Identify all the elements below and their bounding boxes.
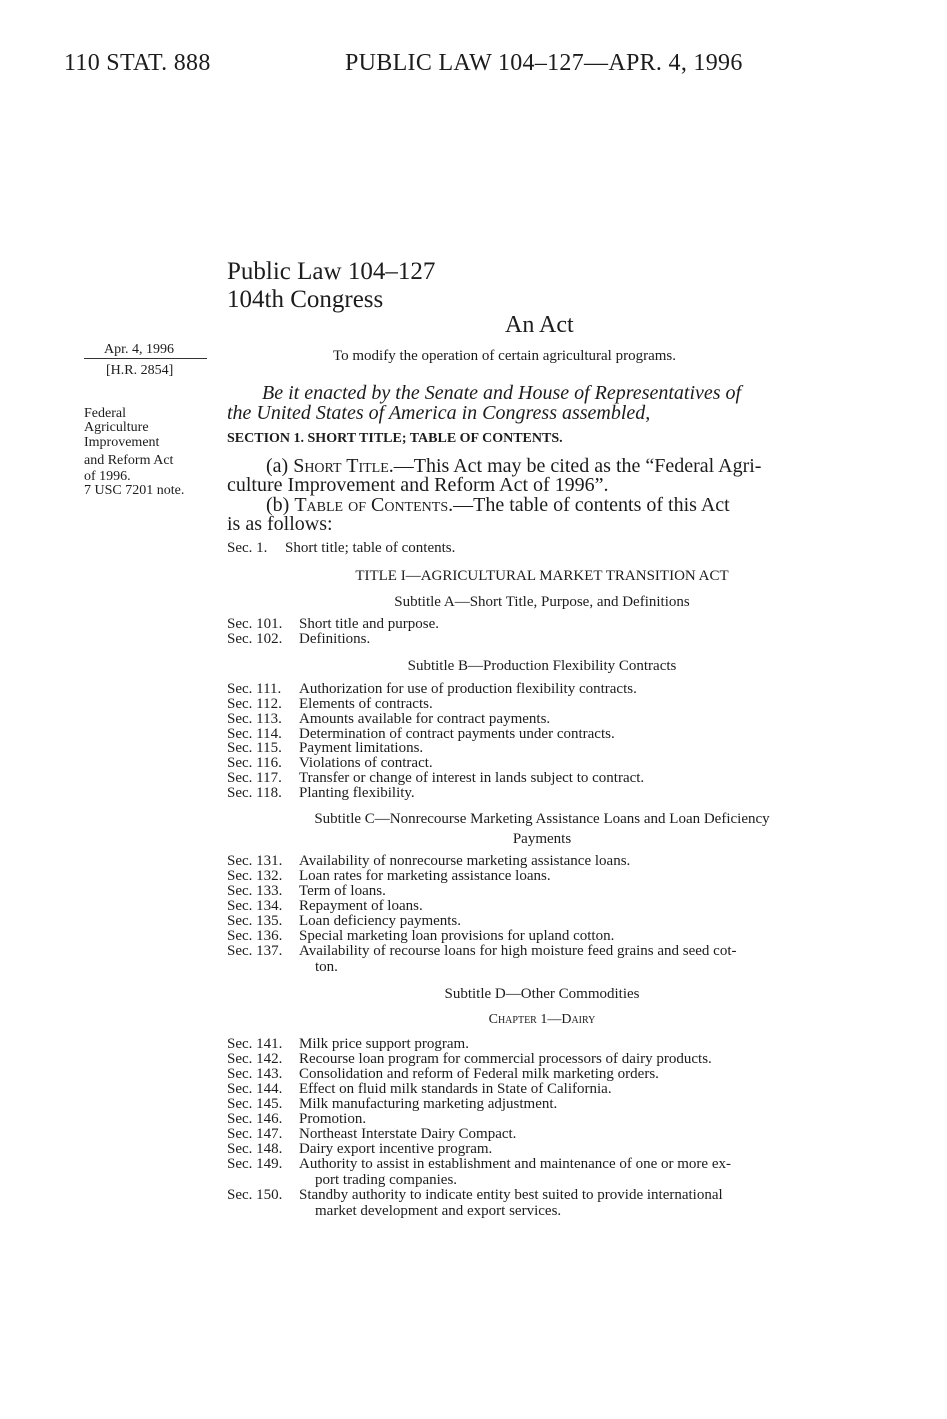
- para-text: .—The table of contents of this Act: [448, 494, 730, 516]
- toc-entry: Sec. 149. Authority to assist in establishment and maintenance of one or more ex-: [227, 1156, 731, 1172]
- sidenote-line: of 1996.: [84, 469, 131, 484]
- toc-entry: Sec. 113. Amounts available for contract payments.: [227, 711, 551, 727]
- toc-title-heading: TITLE I—AGRICULTURAL MARKET TRANSITION ACT: [355, 568, 729, 584]
- toc-entry-cont: port trading companies.: [315, 1172, 458, 1188]
- section-heading: SECTION 1. SHORT TITLE; TABLE OF CONTENTS.: [227, 431, 563, 446]
- congress-number: 104th Congress: [227, 286, 384, 313]
- toc-entry: Sec. 144. Effect on fluid milk standards in State of California.: [227, 1081, 612, 1097]
- para-lead: (b): [266, 494, 295, 516]
- para-subhead: Short Title: [293, 455, 389, 477]
- toc-entry: Sec. 150. Standby authority to indicate entity best suited to provide international: [227, 1187, 723, 1203]
- toc-entry: Sec. 118. Planting flexibility.: [227, 785, 415, 801]
- sidenote-usc: 7 USC 7201 note.: [84, 483, 185, 498]
- sidenote-date: Apr. 4, 1996: [104, 342, 174, 357]
- toc-entry: Sec. 1. Short title; table of contents.: [227, 540, 456, 556]
- toc-entry: Sec. 136. Special marketing loan provisions for upland cotton.: [227, 928, 615, 944]
- toc-entry: Sec. 148. Dairy export incentive program.: [227, 1141, 493, 1157]
- sidenote-line: Agriculture: [84, 420, 149, 435]
- toc-entry: Sec. 145. Milk manufacturing marketing adjustment.: [227, 1096, 558, 1112]
- toc-entry: Sec. 146. Promotion.: [227, 1111, 367, 1127]
- toc-subtitle-heading: Subtitle B—Production Flexibility Contracts: [407, 658, 677, 674]
- toc-subtitle-heading: Subtitle A—Short Title, Purpose, and Definitions: [394, 594, 690, 610]
- running-head: PUBLIC LAW 104–127—APR. 4, 1996: [345, 50, 743, 76]
- toc-entry: Sec. 142. Recourse loan program for commercial processors of dairy products.: [227, 1051, 712, 1067]
- toc-entry: Sec. 147. Northeast Interstate Dairy Compact.: [227, 1126, 517, 1142]
- toc-entry: Sec. 115. Payment limitations.: [227, 740, 424, 756]
- toc-entry: Sec. 133. Term of loans.: [227, 883, 386, 899]
- toc-entry-cont: market development and export services.: [315, 1203, 562, 1219]
- sidenote-line: Improvement: [84, 435, 160, 450]
- paragraph-b-cont: is as follows:: [227, 513, 333, 535]
- toc-entry: Sec. 141. Milk price support program.: [227, 1036, 469, 1052]
- toc-entry: Sec. 135. Loan deficiency payments.: [227, 913, 462, 929]
- toc-entry: Sec. 132. Loan rates for marketing assistance loans.: [227, 868, 551, 884]
- toc-entry: Sec. 134. Repayment of loans.: [227, 898, 423, 914]
- toc-entry: Sec. 137. Availability of recourse loans for high moisture feed grains and seed cot-: [227, 943, 737, 959]
- toc-entry: Sec. 101. Short title and purpose.: [227, 616, 439, 632]
- toc-chapter-heading: Chapter 1—Dairy: [488, 1012, 596, 1027]
- toc-entry: Sec. 112. Elements of contracts.: [227, 696, 433, 712]
- sidenote-bill: [H.R. 2854]: [106, 363, 174, 378]
- toc-entry: Sec. 111. Authorization for use of production flexibility contracts.: [227, 681, 637, 697]
- paragraph-a-cont: culture Improvement and Reform Act of 1996”.: [227, 474, 609, 496]
- para-lead: (a): [266, 455, 294, 477]
- toc-entry: Sec. 131. Availability of nonrecourse marketing assistance loans.: [227, 853, 631, 869]
- sidenote-line: Federal: [84, 406, 126, 421]
- sidenote-line: and Reform Act: [84, 453, 174, 468]
- toc-entry: Sec. 117. Transfer or change of interest in lands subject to contract.: [227, 770, 645, 786]
- toc-entry: Sec. 114. Determination of contract payments under contracts.: [227, 726, 615, 742]
- page-citation: 110 STAT. 888: [64, 50, 211, 76]
- act-purpose: To modify the operation of certain agricultural programs.: [333, 348, 677, 364]
- toc-subtitle-heading-cont: Payments: [512, 831, 572, 847]
- toc-entry: Sec. 102. Definitions.: [227, 631, 371, 647]
- paragraph-b: [266, 496, 730, 515]
- act-heading: An Act: [505, 312, 574, 338]
- enacting-clause-line: the United States of America in Congress assembled,: [227, 402, 651, 424]
- toc-entry: Sec. 143. Consolidation and reform of Federal milk marketing orders.: [227, 1066, 659, 1082]
- para-text: .—This Act may be cited as the “Federal Agri-: [388, 455, 762, 477]
- toc-subtitle-heading: Subtitle C—Nonrecourse Marketing Assistance Loans and Loan Deficiency: [314, 811, 770, 827]
- sidenote-rule: [84, 358, 207, 359]
- toc-entry: Sec. 116. Violations of contract.: [227, 755, 433, 771]
- enacting-clause-line: Be it enacted by the Senate and House of Representatives of: [262, 382, 742, 404]
- para-subhead: Table of Contents: [294, 494, 449, 516]
- toc-entry-cont: ton.: [315, 959, 338, 975]
- toc-subtitle-heading: Subtitle D—Other Commodities: [444, 986, 640, 1002]
- public-law-number: Public Law 104–127: [227, 258, 436, 285]
